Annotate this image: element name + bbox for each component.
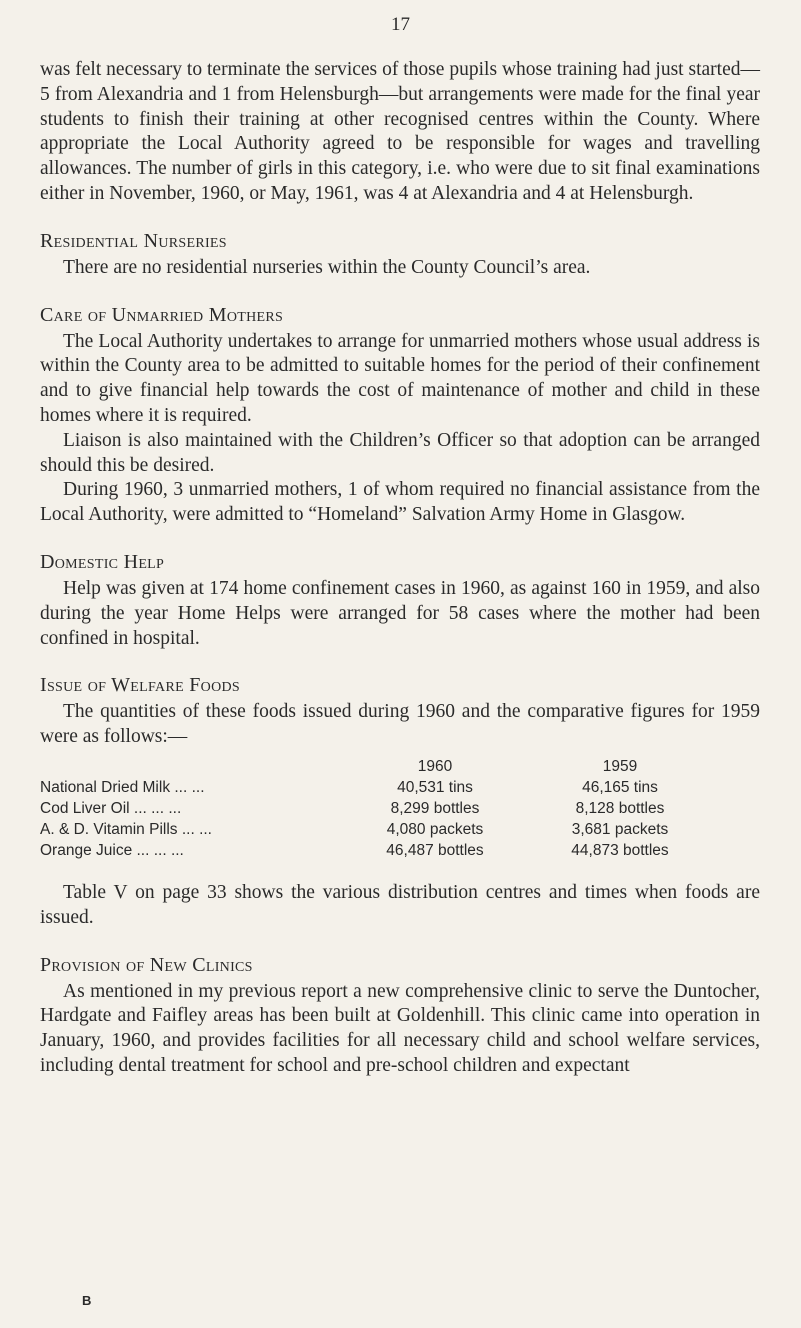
table-header-item (40, 756, 340, 777)
food-item: National Dried Milk ... ... (40, 778, 205, 796)
intro-paragraph: was felt necessary to terminate the services of those pupils whose training had just started—5 from Alexandria and 1 from Helensburgh—but arrangements were made for the final year students to finish their training at other recognised centres within the County. Where appropriate the Local Authority agreed to be responsible for wages and travelling allowances. The number of girls in this category, i.e. who were due to sit final examinations either in November, 1960, or May, 1961, was 4 at Alexandria and 4 at Helensburgh. (40, 59, 760, 204)
section-welfare-foods (40, 673, 760, 930)
table-row (40, 840, 710, 861)
table-header-1960: 1960 (417, 757, 453, 775)
page-content (40, 58, 760, 1079)
section-heading: Issue of Welfare Foods (40, 674, 240, 697)
value-1959: 46,165 tins (582, 778, 658, 796)
welfare-foods-table-block (40, 756, 760, 861)
section-residential-nurseries (40, 229, 760, 281)
table-row (40, 777, 710, 798)
value-1960: 4,080 packets (386, 820, 484, 838)
value-1960: 8,299 bottles (390, 799, 480, 817)
paragraph: The quantities of these foods issued during 1960 and the comparative figures for 1959 were as follows:— (40, 701, 760, 748)
welfare-foods-table (40, 756, 710, 861)
section-domestic-help (40, 550, 760, 651)
value-1959: 3,681 packets (571, 820, 669, 838)
section-unmarried-mothers (40, 303, 760, 528)
paragraph: Liaison is also maintained with the Children’s Officer so that adoption can be arranged should this be desired. (40, 429, 760, 476)
section-heading: Care of Unmarried Mothers (40, 303, 284, 326)
value-1960: 46,487 bottles (386, 841, 484, 859)
section-heading: Residential Nurseries (40, 229, 227, 252)
paragraph: Help was given at 174 home confinement cases in 1960, as against 160 in 1959, and also during the year Home Helps were arranged for 58 cases where the mother had been confined in hospital. (40, 577, 760, 649)
food-item: A. & D. Vitamin Pills ... ... (40, 820, 212, 838)
food-item: Cod Liver Oil ... ... ... (40, 799, 182, 817)
signature-mark: B (82, 1293, 92, 1308)
section-heading: Provision of New Clinics (40, 953, 253, 976)
table-row (40, 798, 710, 819)
table-header-row (40, 756, 710, 777)
paragraph: The Local Authority undertakes to arrange for unmarried mothers whose usual address is within the County area to be admitted to suitable homes for the period of their confinement and to give financial help towards the cost of maintenance of mother and child in these homes where it is required. (40, 330, 760, 426)
table-row (40, 819, 710, 840)
section-new-clinics (40, 953, 760, 1079)
table-header-1959: 1959 (602, 757, 638, 775)
paragraph: There are no residential nurseries within the County Council’s area. (63, 256, 591, 278)
paragraph: During 1960, 3 unmarried mothers, 1 of whom required no financial assistance from the Local Authority, were admitted to “Homeland” Salvation Army Home in Glasgow. (40, 479, 760, 526)
page-number: 17 (391, 14, 410, 35)
food-item: Orange Juice ... ... ... (40, 841, 184, 859)
value-1959: 44,873 bottles (571, 841, 669, 859)
paragraph: As mentioned in my previous report a new comprehensive clinic to serve the Duntocher, Hardgate and Faifley areas has been built at Goldenhill. This clinic came into operation in January, 1960, and provides facilities for all necessary child and school welfare services, including dental treatment for school and pre-school children and expectant (40, 980, 760, 1076)
value-1960: 40,531 tins (397, 778, 473, 796)
value-1959: 8,128 bottles (575, 799, 665, 817)
paragraph: Table V on page 33 shows the various distribution centres and times when foods are issued. (40, 881, 760, 928)
section-heading: Domestic Help (40, 550, 165, 573)
